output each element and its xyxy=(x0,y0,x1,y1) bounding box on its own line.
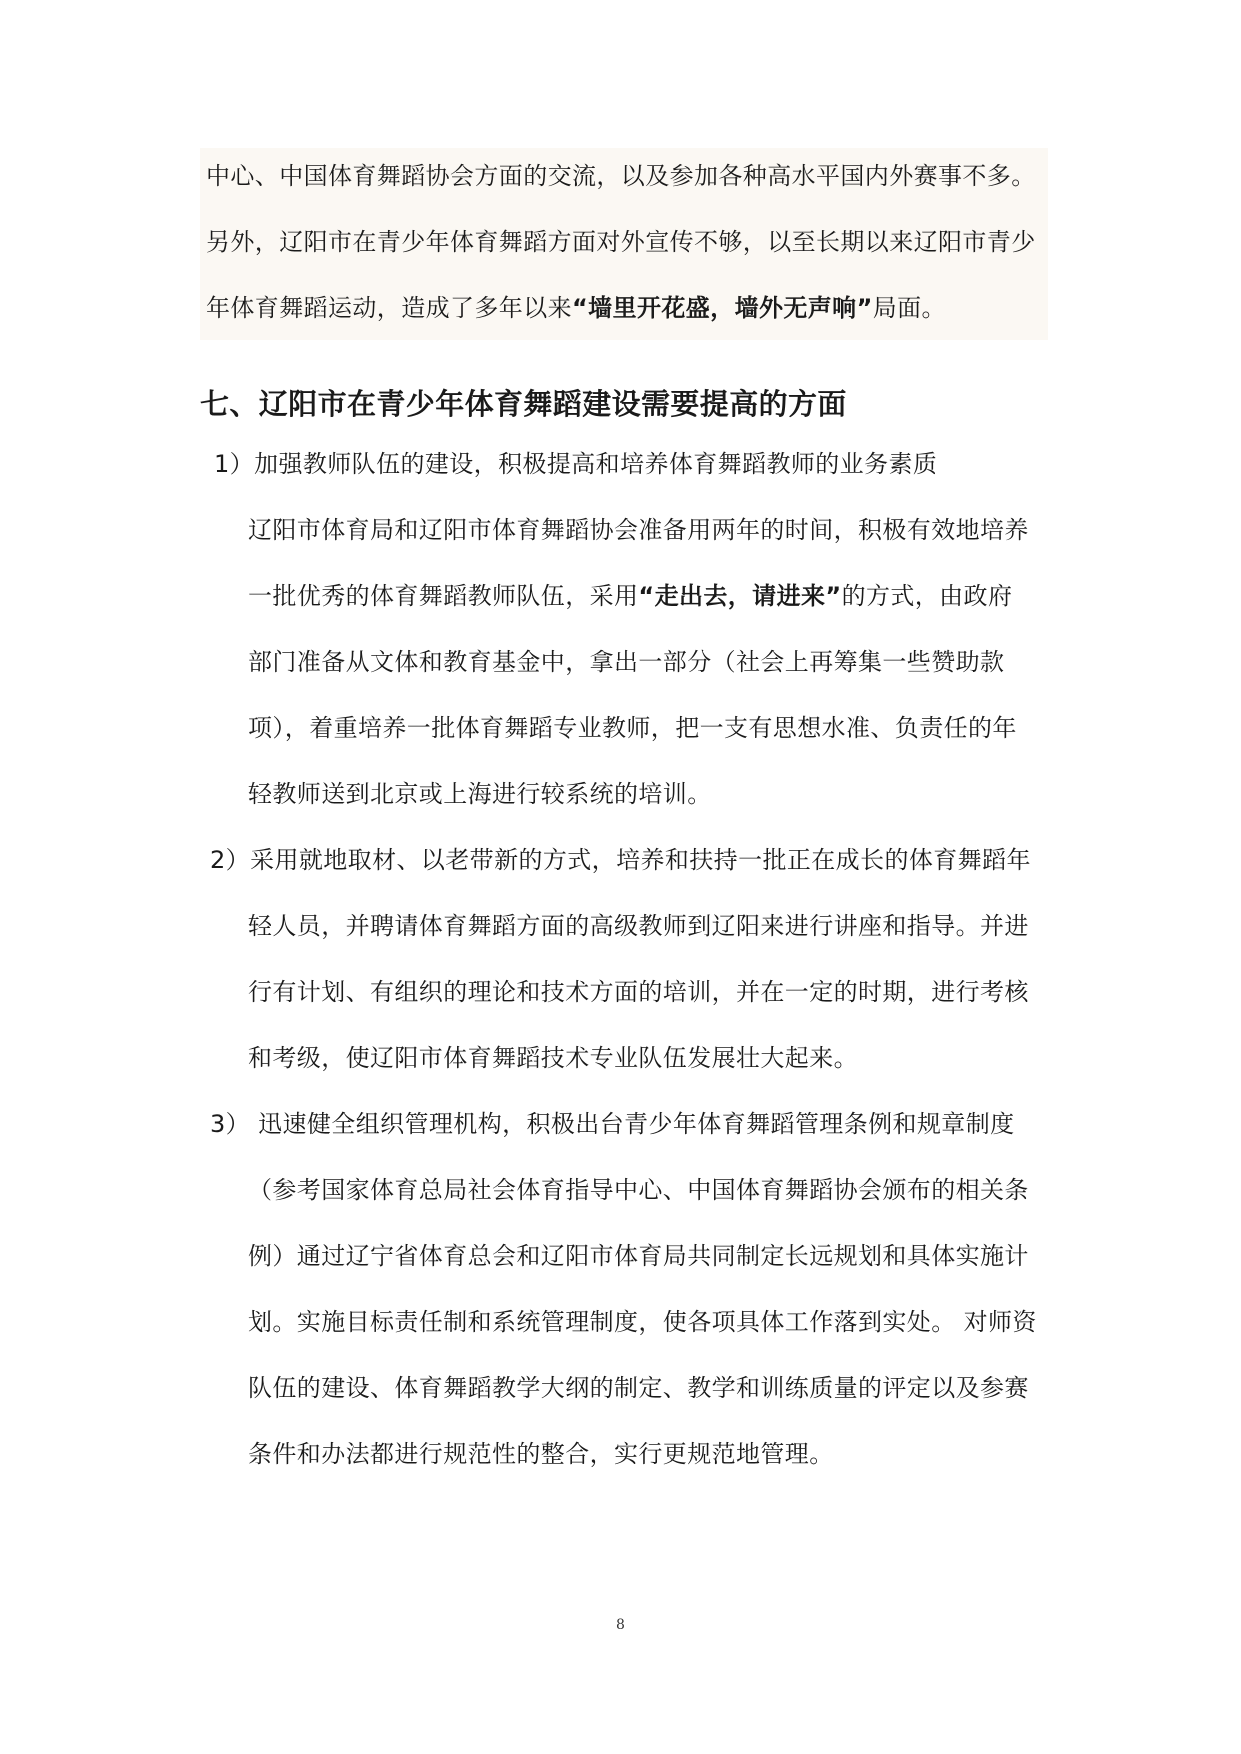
item-2-line-3: 行有计划、有组织的理论和技术方面的培训，并在一定的时期，进行考核 xyxy=(248,978,1029,1006)
item-3-line-2: （参考国家体育总局社会体育指导中心、中国体育舞蹈协会颁布的相关条 xyxy=(248,1176,1029,1204)
section-heading: 七、辽阳市在青少年体育舞蹈建设需要提高的方面 xyxy=(200,387,847,421)
item-1-line-3: 部门准备从文体和教育基金中，拿出一部分（社会上再筹集一些赞助款 xyxy=(248,648,1005,676)
item-1-quote-emphasis: “走出去，请进来” xyxy=(638,582,842,610)
item-3-line-4: 划。实施目标责任制和系统管理制度，使各项具体工作落到实处。 对师资 xyxy=(248,1308,1037,1336)
intro-line-2: 另外，辽阳市在青少年体育舞蹈方面对外宣传不够，以至长期以来辽阳市青少 xyxy=(206,228,1036,256)
item-2-line-1: 2）采用就地取材、以老带新的方式，培养和扶持一批正在成长的体育舞蹈年 xyxy=(210,846,1031,874)
item-1-line-1: 辽阳市体育局和辽阳市体育舞蹈协会准备用两年的时间，积极有效地培养 xyxy=(248,516,1029,544)
item-1-line-4: 项），着重培养一批体育舞蹈专业教师，把一支有思想水准、负责任的年 xyxy=(248,714,1017,742)
item-3-line-6: 条件和办法都进行规范性的整合，实行更规范地管理。 xyxy=(248,1440,834,1468)
item-1-title: 1）加强教师队伍的建设，积极提高和培养体育舞蹈教师的业务素质 xyxy=(214,450,938,478)
intro-quote-emphasis: “墙里开花盛，墙外无声响” xyxy=(572,294,873,322)
item-2-line-4: 和考级，使辽阳市体育舞蹈技术专业队伍发展壮大起来。 xyxy=(248,1044,858,1072)
item-1-line-2-end: 的方式，由政府 xyxy=(841,582,1013,610)
item-3-line-3: 例）通过辽宁省体育总会和辽阳市体育局共同制定长远规划和具体实施计 xyxy=(248,1242,1029,1270)
item-3-line-1: 3） 迅速健全组织管理机构，积极出台青少年体育舞蹈管理条例和规章制度 xyxy=(210,1110,1015,1138)
page-number: 8 xyxy=(616,1617,625,1633)
item-3-line-5: 队伍的建设、体育舞蹈教学大纲的制定、教学和训练质量的评定以及参赛 xyxy=(248,1374,1029,1402)
intro-line-3 xyxy=(206,292,946,324)
item-1-line-5: 轻教师送到北京或上海进行较系统的培训。 xyxy=(248,780,712,808)
intro-line-1: 中心、中国体育舞蹈协会方面的交流，以及参加各种高水平国内外赛事不多。 xyxy=(206,162,1036,190)
intro-line-3-end: 局面。 xyxy=(872,294,946,322)
intro-line-3-text: 年体育舞蹈运动，造成了多年以来 xyxy=(206,294,572,322)
item-1-line-2-text: 一批优秀的体育舞蹈教师队伍，采用 xyxy=(248,582,639,610)
item-1-line-2 xyxy=(248,580,1012,612)
item-2-line-2: 轻人员，并聘请体育舞蹈方面的高级教师到辽阳来进行讲座和指导。并进 xyxy=(248,912,1029,940)
